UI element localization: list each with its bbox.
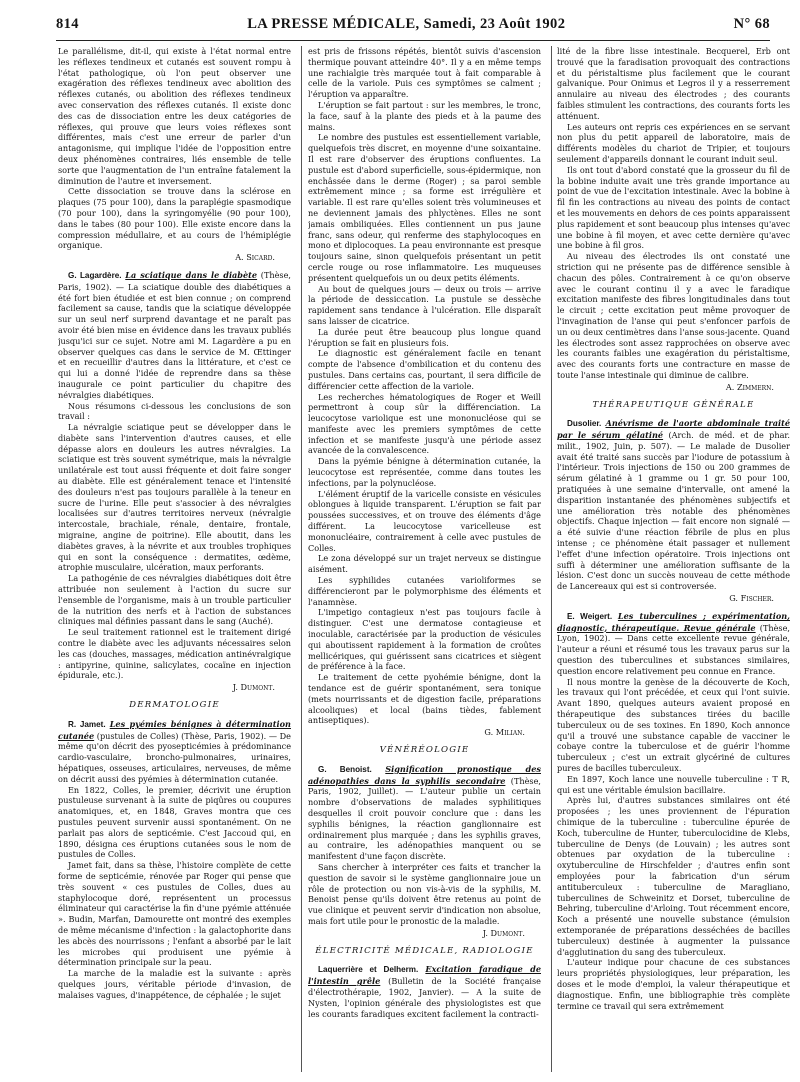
paragraph: Le nombre des pustules est essentiellement variable, quelquefois très discret, en moyenne d'une soixantaine. Il est rare d'observer des éruptions confluentes. La pustule est d'abord superficielle, sous-épidermique, non enchâssée dans le derme (Roger) ; sa paroi semble extrêmement mince ; sa forme est irrégulière et variable. Il est rare qu'elles soient très volumineuses et ne deviennent jamais des phlyctènes. Elles ne sont jamais ombiliquées. Elles contiennent un pus jaune franc, sans odeur, qui renferme des staphylocoques en mono et diplocoques. La peau environnante est presque toujours saine, sinon quelquefois présentant un petit cercle rouge ou rose inflammatoire. Les muqueuses présentent quelquefois un ou deux petits éléments.: [308, 132, 541, 283]
article-body: (Bulletin de la Société française d'électrothérapie, 1902, Janvier). — A la suite de Nysten, l'opinion générale des physiologistes est que les courants faradiques excitent facilement la contracti-: [308, 976, 541, 1019]
article-entry: [557, 611, 790, 677]
article-body: (Arch. de méd. et de phar. milit., 1902, Juin, p. 507). — Le malade de Dusolier avait été traité sans succès par l'iodure de potassium à l'intérieur. Trois injections de 150 ou 200 grammes de sérum gélatiné à 1 gramme ou 1 gr. 50 pour 100, pratiquées à une semaine d'intervalle, ont amené la disparition instantanée des phénomènes subjectifs et une amélioration très notable des phénomènes objectifs. Chaque injection — fait encore non signalé — a été suivie d'une réaction fébrile de plus en plus intense ; ce phénomène était passager et nullement l'effet d'une infection opératoire. Trois injections ont suffi à déterminer une amélioration suffisante de la lésion. C'est donc un succès nouveau de cette méthode de Lancereaux qui est si controversée.: [557, 430, 790, 592]
article-title: Les pyémies bénignes à détermination cutanée: [58, 718, 291, 741]
section-heading: DERMATOLOGIE: [129, 700, 220, 711]
paragraph: Les syphilides cutanées varioliformes se différencieront par le polymorphisme des éléments et l'anamnèse.: [308, 575, 541, 607]
paragraph: Le traitement de cette pyohémie bénigne, dont la tendance est de guérir spontanément, sera tonique (mets nourrissants et de digestion facile, préparations alcooliques) et local (bains tièdes, fablement antiseptiques).: [308, 672, 541, 726]
paragraph: En 1897, Koch lance une nouvelle tuberculine : T R, qui est une véritable émulsion bacillaire.: [557, 773, 790, 795]
paragraph: Au niveau des électrodes ils ont constaté une striction qui ne présente pas de différence sensible à chacun des pôles. Contrairement à ce qu'on observe avec le courant continu il y a avec le faradique excitation manifeste des fibres longitudinales dans tout le circuit ; cette excitation peut même provoquer de l'invagination de l'anse qui peut s'enfoncer parfois de un ou deux centimètres dans l'anse sous-jacente. Quand les électrodes sont assez rapprochées on observe avec les courants faibles une exagération du péristaltisme, avec des courants forts une contracture en masse de toute l'anse intestinale qui diminue de calibre.: [557, 251, 790, 380]
section-heading: VÉNÉRÉOLOGIE: [379, 745, 470, 755]
paragraph: Cette dissociation se trouve dans la sclérose en plaques (75 pour 100), dans la paraplégie spasmodique (70 pour 100), dans la syringomyélie (90 pour 100), dans le tabes (80 pour 100). Elle existe encore dans la compression médullaire, et au cours de l'hémiplégie organique.: [58, 186, 291, 251]
paragraph: Les auteurs ont repris ces expériences en se servant non plus du petit appareil de laboratoire, mais de différents modèles du chariot de Tripier, et toujours seulement d'appareils donnant le courant induit seul.: [557, 121, 790, 164]
column-divider: [301, 46, 302, 1072]
paragraph: En 1822, Colles, le premier, décrivit une éruption pustuleuse survenant à la suite de piqûres ou coupures anatomiques, et, en 1848, Graves montra que ces pustules peuvent survenir aussi spontanément. On ne parlait pas alors de septicémie. C'est Jaccoud qui, en 1890, désigna ces éruptions cutanées sous le nom de pustules de Colles.: [58, 784, 291, 860]
article-title: Signification pronostique des adénopathies dans la syphilis secondaire: [308, 763, 541, 786]
paragraph: Il nous montre la genèse de la découverte de Koch, les travaux qui l'ont précédée, et ceux qui l'ont suivie. Avant 1890, quelques auteurs avaient proposé en thérapeutique des substances tirées du bacille tuberculeux ou de ses toxines. En 1890, Koch annonce qu'il a trouvé une substance capable de vacciner le cobaye contre la tuberculose et de guérir l'homme tuberculeux ; c'est un extrait glycériné de cultures pures de bacilles tuberculeux.: [557, 676, 790, 773]
header-rule: [56, 40, 770, 41]
page-header: [56, 16, 770, 38]
column-1: [58, 46, 291, 1072]
signature: J. Dumont.: [482, 927, 525, 938]
paragraph: La marche de la maladie est la suivante : après quelques jours, véritable période d'invasion, de malaises vagues, d'inappétence, de céphalée ; le sujet: [58, 968, 291, 1000]
paragraph: Jamet fait, dans sa thèse, l'histoire complète de cette forme de septicémie, rénovée par Roger qui pense que très souvent « ces pustules de Colles, dues au staphylocoque doré, représentent un processus éliminateur qui caractérise la fin d'une pyémie atténuée ». Budin, Marfan, Damourette ont montré des exemples de même mécanisme d'infection : la galactophorite dans les abcès des nourrissons ; l'enfant a absorbé par le lait les microbes qui produisent une pyémie à détermination principale sur la peau.: [58, 860, 291, 968]
signature: G. Milian.: [484, 727, 525, 738]
article-author: E. Weigert.: [567, 611, 613, 621]
article-author: G. Benoist.: [318, 764, 372, 774]
paragraph: Le zona développé sur un trajet nerveux se distingue aisément.: [308, 553, 541, 575]
signature: G. Fischer.: [729, 593, 774, 604]
paragraph: L'éruption se fait partout : sur les membres, le tronc, la face, sauf à la plante des pieds et à la paume des mains.: [308, 99, 541, 132]
paragraph: La névralgie sciatique peut se développer dans le diabète sans l'intervention d'autres causes, et elle dépasse alors en douleurs les autres névralgies. La sciatique est très souvent symétrique, mais la névralgie unilatérale est tout aussi fréquente et doit faire songer au diabète. Elle est généralement tenace et l'intensité des douleurs n'est pas toujours parallèle à la teneur en sucre de l'urine. Elle peut s'associer à des névralgies localisées sur d'autres territoires nerveux (névralgie intercostale, brachiale, rénale, dentaire, frontale, migraine, angine de poitrine). Elle aboutit, dans les diabètes graves, à la névrite et aux troubles trophiques qui en sont la conséquence : dermatites, œdème, atrophie musculaire, ulcération, maux perforants.: [58, 422, 291, 573]
article-body: (pustules de Colles) (Thèse, Paris, 1902). — De même qu'on décrit des pyosepticémies à prédominance cardio-vasculaire, broncho-pulmonaires, urinaires, hépatiques, osseuses, articulaires, nerveuses, de même on décrit aussi des pyémies à détermination cutanée.: [58, 730, 291, 784]
paragraph: Dans la pyémie bénigne à détermination cutanée, la leucocytose est représentée, comme dans toutes les infections, par la polynucléose.: [308, 456, 541, 488]
article-title: Anévrisme de l'aorte abdominale traité par le sérum gélatiné: [557, 418, 790, 441]
section-heading: ÉLECTRICITÉ MÉDICALE, RADIOLOGIE: [315, 945, 534, 956]
article-author: Laquerrière et Delherm.: [318, 965, 419, 975]
article-entry: [557, 418, 790, 592]
paragraph: Le parallélisme, dit-il, qui existe à l'état normal entre les réflexes tendineux et cutanés est souvent rompu à l'état pathologique, où l'on peut observer une exagération des réflexes tendineux avec abolition des réflexes cutanés, ou abolition des réflexes tendineux avec conservation des réflexes cutanés. Il existe donc des cas de dissociation entre les deux catégories de réflexes, qui prouve que leurs voies réflexes sont différentes, mais c'est une erreur de parler d'un antagonisme, qui implique l'idée de l'opposition entre deux phénomènes contraires, liés ensemble de telle sorte que l'augmentation de l'un entraîne fatalement la diminution de l'autre et inversement.: [58, 46, 291, 186]
article-title: Excitation faradique de l'intestin grêle: [308, 964, 541, 987]
article-body: (Thèse, Paris, 1902). — La sciatique double des diabétiques a été fort bien étudiée et est bien connue ; on comprend facilement sa cause, tandis que la sciatique développée sur un seul nerf surprend davantage et ne paraît pas avoir été bien mise en évidence dans les travaux publiés jusqu'ici sur ce sujet. Notre ami M. Lagardère a pu en observer quelques cas dans le service de M. Œttinger et en recueillir d'autres dans la littérature, et c'est ce qui lui a donné l'idée de reprendre dans sa thèse inaugurale ce point particulier du chapitre des névralgies diabétiques.: [58, 269, 291, 400]
column-divider: [551, 46, 552, 1072]
paragraph: Les recherches hématologiques de Roger et Weill permettront à coup sûr la différenciation. La leucocytose variolique est une mononucléose qui se manifeste avec les premiers symptômes de cette infection et se manifeste jusqu'à une période assez avancée de la convalescence.: [308, 391, 541, 456]
signature: A. Zimmern.: [725, 381, 774, 392]
paragraph: La pathogénie de ces névralgies diabétiques doit être attribuée non seulement à l'action du sucre sur l'ensemble de l'organisme, mais à un trouble particulier de la nutrition des nerfs et à l'action de substances cliniques mal définies passant dans le sang (Auché).: [58, 573, 291, 627]
paragraph: lité de la fibre lisse intestinale. Becquerel, Erb ont trouvé que la faradisation provoquait des contractions et du péristaltisme plus facilement que le courant galvanique. Pour Onimus et Legros il y a resserrement annulaire au niveau des électrodes ; des courants faibles stimulent les contractions, des courants forts les atténuent.: [557, 46, 790, 121]
article-title: Les tuberculines ; expérimentation, diagnostic, thérapeutique. Revue générale: [557, 610, 790, 633]
article-entry: [308, 764, 541, 862]
article-title: La sciatique dans le diabète: [125, 269, 258, 280]
article-body: (Thèse, Lyon, 1902). — Dans cette excellente revue générale, l'auteur a réuni et résumé tous les travaux parus sur la question des tuberculines et substances similaires, question encore relativement peu connue en France.: [557, 622, 790, 676]
article-entry: [308, 964, 541, 1019]
signature: J. Dumont.: [232, 682, 275, 693]
paragraph: Sans chercher à interpréter ces faits et trancher la question de savoir si le système ganglionnaire joue un rôle de protection ou non vis-à-vis de la syphilis, M. Benoist pense qu'ils doivent être retenus au point de vue clinique et peuvent servir d'indication non absolue, mais fort utile pour le pronostic de la maladie.: [308, 861, 541, 926]
article-author: Dusolier.: [567, 419, 602, 429]
article-entry: [58, 270, 291, 401]
paragraph: est pris de frissons répétés, bientôt suivis d'ascension thermique pouvant atteindre 40°. Il y a en même temps une rachialgie très marquée tout à fait comparable à celle de la variole. Puis ces symptômes se calment ; l'éruption va apparaître.: [308, 46, 541, 100]
paragraph: Le diagnostic est généralement facile en tenant compte de l'absence d'ombilication et du contenu des pustules. Dans certains cas, pourtant, il sera difficile de différencier cette affection de la variole.: [308, 348, 541, 391]
paragraph: L'auteur indique pour chacune de ces substances leurs propriétés physiologiques, leur préparation, les doses et le mode d'emploi, la valeur thérapeutique et diagnostique. Enfin, une bibliographie très complète termine ce travail qui sera extrêmement: [557, 957, 790, 1011]
paragraph: Nous résumons ci-dessous les conclusions de son travail :: [58, 400, 291, 422]
article-body: (Thèse, Paris, 1902, Juillet). — L'auteur publie un certain nombre d'observations de malades syphilitiques desquelles il croit pouvoir conclure que : dans les syphilis bénignes, la réaction ganglionnaire est ordinairement plus marquée ; dans les syphilis graves, au contraire, les adénopathies manquent ou se manifestent d'une façon discrète.: [308, 775, 541, 862]
issue-number: N° 68: [733, 16, 770, 32]
paragraph: L'élément éruptif de la varicelle consiste en vésicules oblongues à liquide transparent. L'éruption se fait par poussées successives, et on trouve des éléments d'âge différent. La leucocytose varicelleuse est mononucléaire, contrairement à celle avec pustules de Colles.: [308, 488, 541, 553]
paragraph: Ils ont tout d'abord constaté que la grosseur du fil de la bobine induite avait une très grande importance au point de vue de l'excitation intestinale. Avec la bobine à fil fin les contractions au niveau des points de contact et les mouvements en dehors de ces points apparaissent plus rapidement et sont beaucoup plus intenses qu'avec une bobine à fil moyen, et avec cette dernière qu'avec une bobine à fil gros.: [557, 164, 790, 251]
article-entry: [58, 719, 291, 785]
paragraph: Le seul traitement rationnel est le traitement dirigé contre le diabète avec les adjuvants nécessaires selon les cas (douches, massages, médication antinévralgique : antipyrine, quinine, salicylates, cocaïne en injection épidurale, etc.).: [58, 627, 291, 681]
column-2: [308, 46, 541, 1072]
paragraph: Au bout de quelques jours — deux ou trois — arrive la période de dessiccation. La pustule se dessèche rapidement sans tendance à l'ulcération. Elle disparaît sans laisser de cicatrice.: [308, 283, 541, 326]
journal-title: LA PRESSE MÉDICALE, Samedi, 23 Août 1902: [247, 16, 566, 32]
article-author: R. Jamet.: [68, 719, 106, 729]
paragraph: La durée peut être beaucoup plus longue quand l'éruption se fait en plusieurs fois.: [308, 326, 541, 348]
page-number: 814: [56, 16, 79, 32]
paragraph: Après lui, d'autres substances similaires ont été proposées ; les unes proviennent de l'épuration chimique de la tuberculine : tuberculine épurée de Koch, tuberculine de Hunter, tuberculocidine de Klebs, tuberculine de Denys (de Louvain) ; les autres sont obtenues par oxydation de la tuberculine : oxytuberculine de Hirschfelder ; d'autres enfin sont employées pour la fabrication d'un sérum antituberculeux : tuberculine de Maragliano, tuberculines de Schweinitz et Dorset, tuberculine de Behring, tuberculine d'Arloing. Tout récemment encore, Koch a présenté une nouvelle substance (émulsion extemporanée de préparations desséchées de bacilles tuberculeux) destinée à augmenter la puissance d'agglutination du sang des tuberculeux.: [557, 795, 790, 957]
section-heading: THÉRAPEUTIQUE GÉNÉRALE: [592, 399, 755, 410]
paragraph: L'impetigo contagieux n'est pas toujours facile à distinguer. C'est une dermatose contagieuse et inoculable, caractérisée par la production de vésicules qui aboutissent rapidement à la formation de croûtes mellicériques, qui guérissent sans cicatrices et siègent de préférence à la face.: [308, 607, 541, 672]
column-3: [557, 46, 790, 1072]
signature: A. Sicard.: [235, 252, 275, 263]
article-author: G. Lagardère.: [68, 270, 122, 280]
